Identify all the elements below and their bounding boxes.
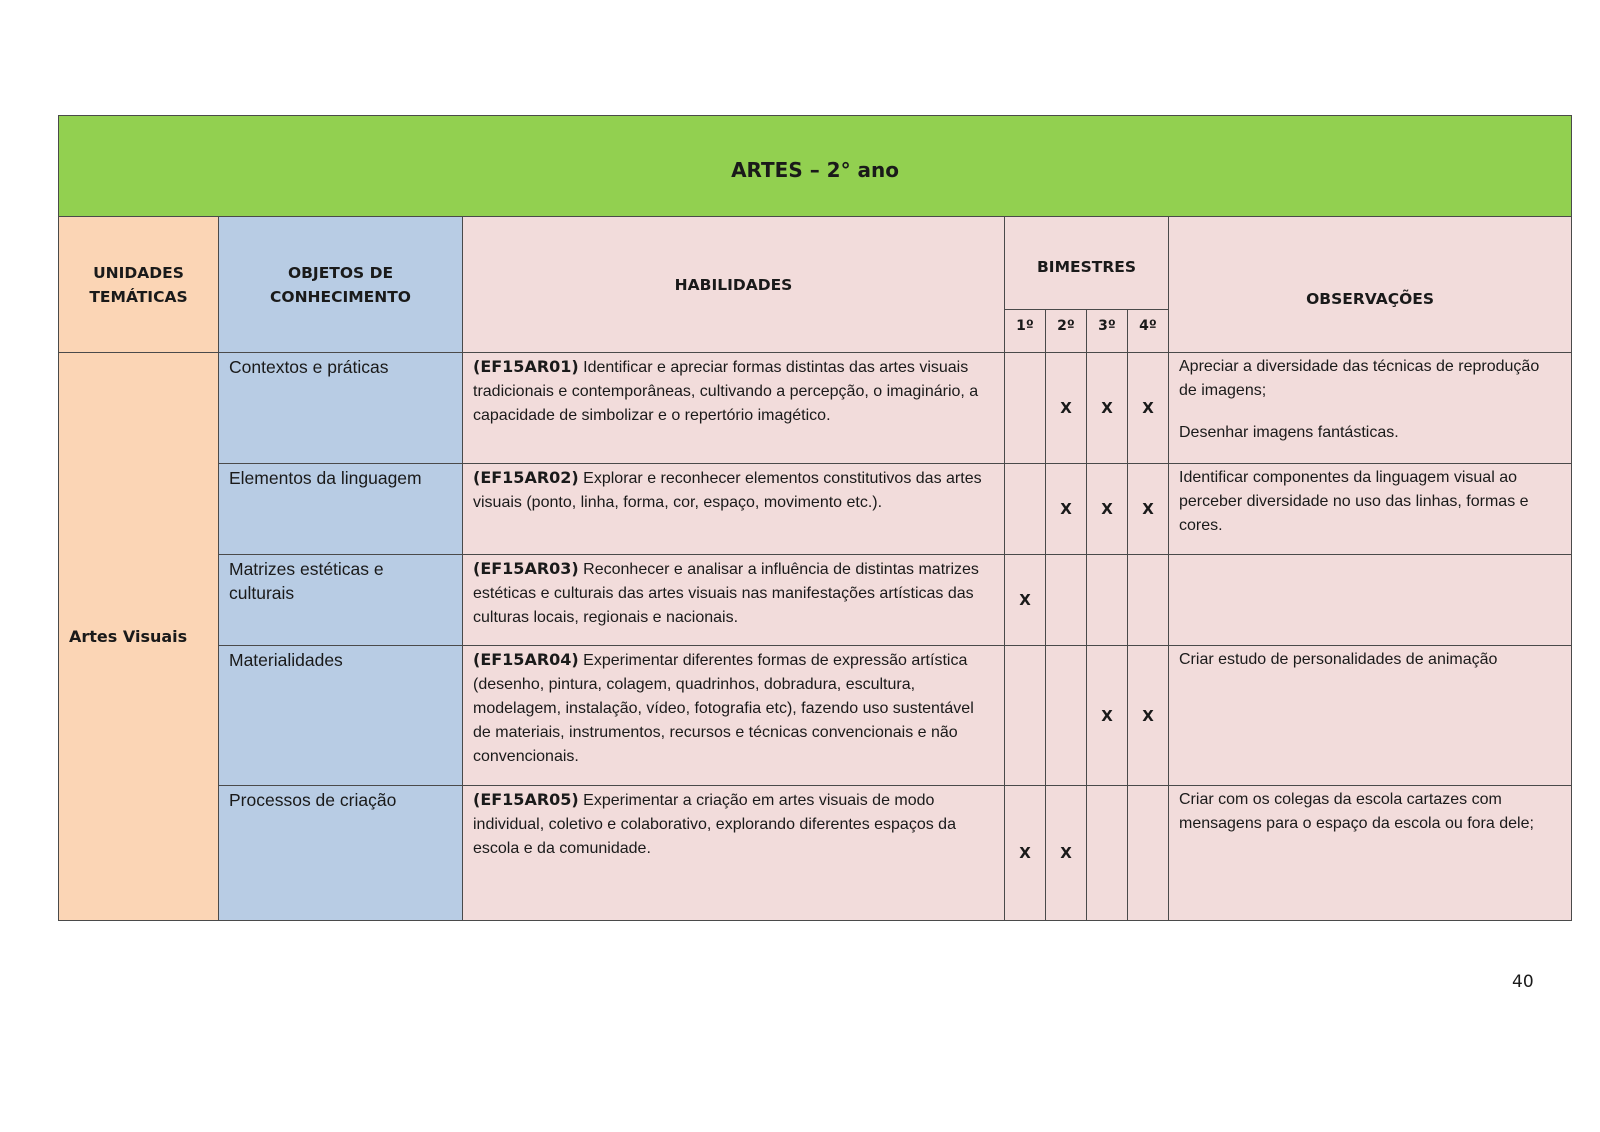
header-unidades: UNIDADES TEMÁTICAS [59,217,219,353]
habilidade-text: Experimentar diferentes formas de expressão artística (desenho, pintura, colagem, quadrinhos, dobradura, escultura, modelagem, instalação, vídeo, fotografia etc), fazendo uso sustentável de materiais, instrumentos, recursos e técnicas convencionais e não convencionais. [473,652,979,765]
table-row [59,555,1572,646]
habilidade-code: (EF15AR04) [473,650,579,669]
bimestre-4-mark [1128,555,1169,646]
observacoes-cell [1169,555,1572,646]
habilidade-code: (EF15AR01) [473,357,579,376]
objeto-cell: Matrizes estéticas e culturais [219,555,463,646]
habilidade-cell [463,646,1005,786]
bimestre-4-mark: X [1128,646,1169,786]
habilidade-cell [463,464,1005,555]
bimestre-1-header: 1º [1005,310,1046,353]
habilidade-code: (EF15AR05) [473,790,579,809]
objeto-cell: Elementos da linguagem [219,464,463,555]
table-title: ARTES – 2° ano [59,116,1572,217]
observacoes-cell [1169,786,1572,921]
habilidade-text: Experimentar a criação em artes visuais de modo individual, coletivo e colaborativo, explorando diferentes espaços da escola e da comunidade. [473,792,961,857]
bimestre-3-header: 3º [1087,310,1128,353]
table-row [59,464,1572,555]
bimestre-4-mark [1128,786,1169,921]
habilidade-code: (EF15AR03) [473,559,579,578]
bimestre-2-header: 2º [1046,310,1087,353]
bimestre-3-mark: X [1087,646,1128,786]
bimestre-4-mark: X [1128,464,1169,555]
table-row [59,646,1572,786]
habilidade-cell [463,786,1005,921]
habilidade-text: Reconhecer e analisar a influência de distintas matrizes estéticas e culturais das artes visuais nas manifestações artísticas das culturas locais, regionais e nacionais. [473,561,984,626]
header-habilidades: HABILIDADES [463,217,1005,353]
observacoes-cell [1169,464,1572,555]
habilidade-code: (EF15AR02) [473,468,579,487]
habilidade-text: Explorar e reconhecer elementos constitutivos das artes visuais (ponto, linha, forma, cor, espaço, movimento etc.). [473,470,987,511]
bimestre-3-mark: X [1087,353,1128,464]
header-bimestres: BIMESTRES [1005,217,1169,310]
bimestre-1-mark [1005,464,1046,555]
observacao-text: Criar com os colegas da escola cartazes com mensagens para o espaço da escola ou fora dele; [1179,791,1534,832]
curriculum-table [58,115,1572,921]
observacoes-cell [1169,646,1572,786]
bimestre-3-mark: X [1087,464,1128,555]
habilidade-text: Identificar e apreciar formas distintas das artes visuais tradicionais e contemporâneas, cultivando a percepção, o imaginário, a capacidade de simbolizar e o repertório imagético. [473,359,983,424]
bimestre-2-mark: X [1046,464,1087,555]
bimestre-2-mark [1046,646,1087,786]
objeto-cell: Contextos e práticas [219,353,463,464]
bimestre-1-mark: X [1005,555,1046,646]
observacao-text: Desenhar imagens fantásticas. [1179,424,1399,441]
objeto-cell: Materialidades [219,646,463,786]
bimestre-1-mark [1005,353,1046,464]
observacao-text: Apreciar a diversidade das técnicas de reprodução de imagens; [1179,358,1540,399]
observacoes-cell [1169,353,1572,464]
objeto-cell: Processos de criação [219,786,463,921]
unit-cell: Artes Visuais [59,353,219,921]
header-observacoes: OBSERVAÇÕES [1169,217,1572,353]
bimestre-1-mark [1005,646,1046,786]
table-row [59,786,1572,921]
observacao-text: Identificar componentes da linguagem visual ao perceber diversidade no uso das linhas, formas e cores. [1179,469,1529,534]
bimestre-4-mark: X [1128,353,1169,464]
header-objetos: OBJETOS DE CONHECIMENTO [219,217,463,353]
habilidade-cell [463,555,1005,646]
bimestre-4-header: 4º [1128,310,1169,353]
table-row [59,353,1572,464]
habilidade-cell [463,353,1005,464]
bimestre-2-mark: X [1046,786,1087,921]
bimestre-2-mark: X [1046,353,1087,464]
bimestre-1-mark: X [1005,786,1046,921]
bimestre-3-mark [1087,555,1128,646]
page-number: 40 [1512,972,1534,992]
bimestre-3-mark [1087,786,1128,921]
observacao-text: Criar estudo de personalidades de animação [1179,651,1498,668]
bimestre-2-mark [1046,555,1087,646]
